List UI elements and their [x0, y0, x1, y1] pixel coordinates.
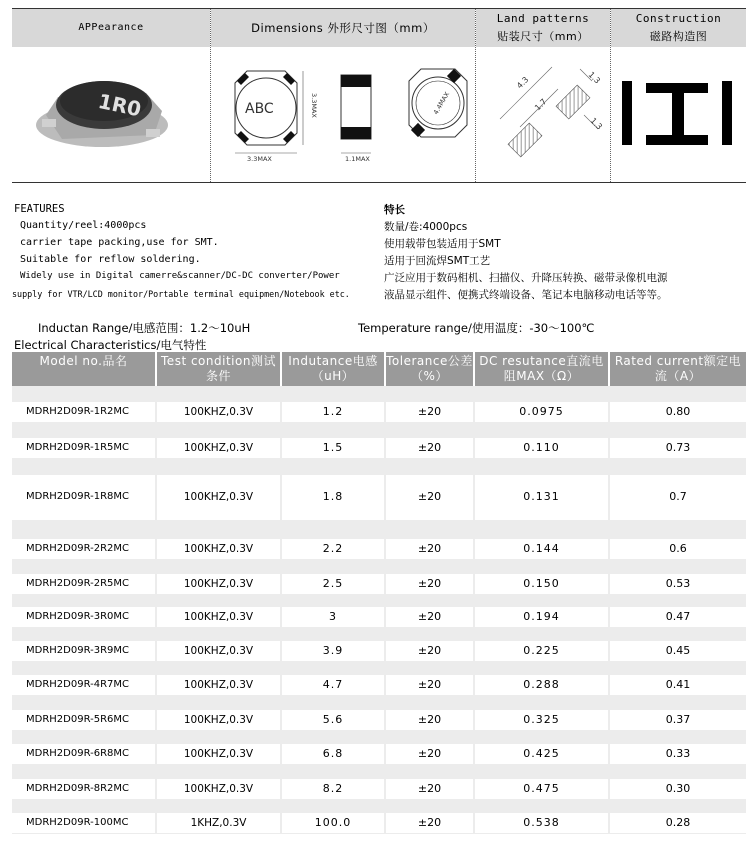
cell-value: 0.73: [665, 441, 691, 454]
table-cell-dcr: [475, 675, 608, 695]
column-divider: [610, 9, 611, 182]
table-cell-dcr: [475, 475, 608, 520]
cell-value: ±20: [417, 405, 442, 418]
header-construction-title: Construction: [635, 12, 722, 25]
table-cell-model: [12, 641, 155, 661]
cell-value: ±20: [417, 577, 442, 590]
inductance-range: Inductan Range/电感范围：1.2～10uH: [38, 321, 251, 335]
table-cell-ind: [282, 710, 384, 730]
table-cell-dcr: [475, 744, 608, 764]
col-header-en: Tolerance: [386, 354, 448, 368]
header-dimensions-cell: [211, 9, 475, 47]
col-header-en: Rated current: [614, 354, 704, 368]
table-cell-tol: [386, 813, 473, 833]
table-cell-tol: [386, 475, 473, 520]
table-cell-tol: [386, 675, 473, 695]
table-cell-tol: [386, 710, 473, 730]
table-cell-dcr: [475, 539, 608, 559]
cell-value: ±20: [417, 441, 442, 454]
col-header-en: Indutance: [288, 354, 353, 368]
table-cell-dcr: [475, 402, 608, 422]
cell-value: 0.225: [523, 644, 560, 657]
table-cell-ind: [282, 641, 384, 661]
table-cell-tol: [386, 607, 473, 627]
table-cell-tol: [386, 641, 473, 661]
cell-value: 0.6: [669, 542, 687, 555]
table-cell-model: [12, 475, 155, 520]
cell-value: 0.144: [523, 542, 560, 555]
table-cell-model: [12, 744, 155, 764]
col-header-cn: 测试条件: [205, 354, 276, 383]
cell-value: ±20: [417, 610, 442, 623]
header-construction-sub: 磁路构造图: [649, 30, 708, 43]
cell-value: 0.131: [523, 490, 560, 503]
cell-value: 2.5: [322, 577, 344, 590]
cell-value: 2.2: [322, 542, 344, 555]
feature-cn-line: 广泛应用于数码相机、扫描仪、升降压转换、磁带录像机电源: [384, 272, 668, 284]
table-cell-cur: [610, 779, 746, 799]
dim-33max-v: 3.3MAX: [310, 93, 318, 118]
cell-value: MDRH2D09R-3R9MC: [26, 645, 130, 656]
cell-value: MDRH2D09R-5R6MC: [26, 714, 130, 725]
table-cell-dcr: [475, 438, 608, 458]
table-cell-ind: [282, 438, 384, 458]
table-cell-model: [12, 710, 155, 730]
cell-value: 4.7: [322, 678, 344, 691]
table-cell-ind: [282, 539, 384, 559]
cell-value: 100KHZ,0.3V: [183, 442, 254, 454]
table-cell-cur: [610, 675, 746, 695]
cell-value: 0.194: [523, 610, 560, 623]
table-cell-cur: [610, 574, 746, 594]
table-cell-cur: [610, 607, 746, 627]
table-cell-model: [12, 779, 155, 799]
table-cell-model: [12, 675, 155, 695]
column-divider: [475, 9, 476, 182]
inductor-photo: [34, 67, 174, 157]
cell-value: 100KHZ,0.3V: [183, 679, 254, 691]
feature-cn-line: 液晶显示组件、便携式终端设备、笔记本电脑移动电话等等。: [384, 289, 668, 301]
part-marking: 1R0: [96, 88, 144, 122]
cell-value: 0.30: [665, 782, 691, 795]
cell-value: 0.325: [523, 713, 560, 726]
table-cell-model: [12, 402, 155, 422]
feature-line: carrier tape packing,use for SMT.: [20, 237, 219, 248]
cell-value: 6.8: [322, 747, 344, 760]
cell-value: 1.5: [322, 441, 344, 454]
col-header-tolerance: [386, 352, 473, 386]
cell-value: 100KHZ,0.3V: [183, 578, 254, 590]
cell-value: 0.150: [523, 577, 560, 590]
cell-value: 1.8: [322, 490, 344, 503]
land-dim-17: 1.7: [533, 97, 549, 113]
dim-44max: 4.4MAX: [431, 90, 452, 116]
header-land-sub: 贴装尺寸（mm）: [497, 30, 589, 43]
construction-drawing: [622, 75, 734, 151]
table-cell-cur: [610, 744, 746, 764]
table-cell-test: [157, 607, 280, 627]
features-title: FEATURES: [14, 203, 65, 215]
cell-value: ±20: [417, 816, 442, 829]
table-cell-ind: [282, 607, 384, 627]
col-header-dcr: [475, 352, 608, 386]
feature-cn-line: 数量/卷:4000pcs: [384, 221, 468, 233]
table-title: Electrical Characteristics/电气特性: [14, 338, 207, 352]
cell-value: MDRH2D09R-6R8MC: [26, 748, 130, 759]
cell-value: 0.28: [665, 816, 691, 829]
header-land-title: Land patterns: [496, 12, 590, 25]
table-cell-test: [157, 641, 280, 661]
table-cell-cur: [610, 402, 746, 422]
header-dimensions: Dimensions 外形尺寸图（mm）: [251, 21, 435, 35]
table-cell-tol: [386, 779, 473, 799]
table-cell-tol: [386, 402, 473, 422]
cell-value: 100KHZ,0.3V: [183, 783, 254, 795]
abc-label: ABC: [245, 101, 274, 117]
table-cell-test: [157, 675, 280, 695]
feature-cn-line: 使用载带包装适用于SMT: [384, 238, 501, 250]
table-cell-test: [157, 402, 280, 422]
cell-value: 5.6: [322, 713, 344, 726]
table-cell-test: [157, 744, 280, 764]
cell-value: 3.9: [322, 644, 344, 657]
dim-11max: 1.1MAX: [345, 155, 370, 163]
cell-value: ±20: [417, 542, 442, 555]
table-cell-cur: [610, 438, 746, 458]
table-cell-test: [157, 574, 280, 594]
cell-value: 100KHZ,0.3V: [183, 611, 254, 623]
cell-value: 0.110: [523, 441, 560, 454]
table-cell-ind: [282, 779, 384, 799]
table-cell-ind: [282, 402, 384, 422]
cell-value: 100.0: [314, 816, 352, 829]
table-cell-dcr: [475, 574, 608, 594]
table-cell-tol: [386, 744, 473, 764]
table-cell-dcr: [475, 710, 608, 730]
col-header-cn: 公差（%）: [411, 354, 473, 383]
table-cell-model: [12, 539, 155, 559]
dimension-drawing: [217, 53, 472, 178]
feature-line: Quantity/reel:4000pcs: [20, 220, 147, 231]
cell-value: 1.2: [322, 405, 344, 418]
col-header-inductance: [282, 352, 384, 386]
table-cell-test: [157, 475, 280, 520]
table-cell-test: [157, 710, 280, 730]
land-dim-43: 4.3: [515, 75, 531, 91]
header-table: [12, 8, 746, 183]
table-cell-test: [157, 779, 280, 799]
column-divider: [210, 9, 211, 182]
land-pattern-drawing: [480, 49, 608, 179]
table-cell-test: [157, 813, 280, 833]
cell-value: 100KHZ,0.3V: [183, 748, 254, 760]
cell-value: ±20: [417, 747, 442, 760]
col-header-current: [610, 352, 746, 386]
col-header-cn: 额定电流（A）: [654, 354, 742, 383]
table-cell-tol: [386, 539, 473, 559]
temperature-range: Temperature range/使用温度：-30～100℃: [358, 321, 595, 335]
table-cell-test: [157, 539, 280, 559]
cell-value: 100KHZ,0.3V: [183, 543, 254, 555]
feature-line: supply for VTR/LCD monitor/Portable terminal equipmen/Notebook etc.: [12, 289, 350, 299]
table-cell-cur: [610, 475, 746, 520]
table-cell-cur: [610, 813, 746, 833]
col-header-model: [12, 352, 155, 386]
table-cell-cur: [610, 710, 746, 730]
dim-33max-h: 3.3MAX: [247, 155, 272, 163]
feature-cn-line: 适用于回流焊SMT工艺: [384, 255, 491, 267]
cell-value: 100KHZ,0.3V: [183, 645, 254, 657]
cell-value: ±20: [417, 678, 442, 691]
cell-value: ±20: [417, 713, 442, 726]
cell-value: 0.53: [665, 577, 691, 590]
cell-value: 1KHZ,0.3V: [190, 817, 247, 829]
cell-value: 0.47: [665, 610, 691, 623]
col-header-cn: 电感（uH）: [311, 354, 378, 383]
cell-value: MDRH2D09R-1R5MC: [26, 442, 130, 453]
col-header-test: [157, 352, 280, 386]
cell-value: 0.538: [523, 816, 560, 829]
table-cell-tol: [386, 574, 473, 594]
table-cell-ind: [282, 813, 384, 833]
cell-value: MDRH2D09R-100MC: [26, 817, 129, 828]
cell-value: 0.7: [669, 490, 687, 503]
cell-value: MDRH2D09R-2R2MC: [26, 543, 130, 554]
cell-value: 0.37: [665, 713, 691, 726]
table-cell-cur: [610, 539, 746, 559]
table-cell-model: [12, 813, 155, 833]
table-cell-model: [12, 438, 155, 458]
col-header-en: Model no.: [39, 354, 103, 368]
cell-value: 3: [329, 610, 337, 623]
cell-value: MDRH2D09R-1R8MC: [26, 491, 130, 502]
col-header-en: Test condition: [161, 354, 251, 368]
table-cell-ind: [282, 574, 384, 594]
cell-value: 100KHZ,0.3V: [183, 406, 254, 418]
table-cell-tol: [386, 438, 473, 458]
land-dim-13-top: 1.3: [586, 70, 602, 86]
cell-value: 0.41: [665, 678, 691, 691]
table-cell-ind: [282, 475, 384, 520]
table-cell-dcr: [475, 813, 608, 833]
cell-value: 100KHZ,0.3V: [183, 491, 254, 503]
col-header-cn: 品名: [102, 354, 128, 368]
table-cell-dcr: [475, 641, 608, 661]
feature-line: Suitable for reflow soldering.: [20, 254, 201, 265]
header-construction-cell: [611, 9, 746, 47]
header-land-cell: [476, 9, 610, 47]
cell-value: MDRH2D09R-2R5MC: [26, 578, 130, 589]
cell-value: 0.475: [523, 782, 560, 795]
cell-value: 0.0975: [519, 405, 564, 418]
cell-value: 0.425: [523, 747, 560, 760]
table-cell-cur: [610, 641, 746, 661]
cell-value: 100KHZ,0.3V: [183, 714, 254, 726]
cell-value: ±20: [417, 644, 442, 657]
cell-value: 0.80: [665, 405, 691, 418]
cell-value: 8.2: [322, 782, 344, 795]
cell-value: MDRH2D09R-3R0MC: [26, 611, 130, 622]
table-cell-model: [12, 574, 155, 594]
table-cell-ind: [282, 675, 384, 695]
cell-value: ±20: [417, 782, 442, 795]
cell-value: MDRH2D09R-4R7MC: [26, 679, 130, 690]
land-dim-13-bottom: 1.3: [588, 116, 604, 132]
table-cell-dcr: [475, 779, 608, 799]
col-header-en: DC resutance: [479, 354, 567, 368]
cell-value: 0.33: [665, 747, 691, 760]
cell-value: ±20: [417, 490, 442, 503]
header-appearance-cell: [12, 9, 210, 47]
feature-line: Widely use in Digital camerre&scanner/DC-DC converter/Power: [20, 271, 340, 281]
col-header-cn: 直流电阻MAX（Ω）: [503, 354, 604, 383]
header-appearance: APPearance: [78, 22, 144, 33]
cell-value: MDRH2D09R-8R2MC: [26, 783, 130, 794]
table-cell-test: [157, 438, 280, 458]
features-cn-title: 特长: [384, 204, 405, 216]
table-cell-model: [12, 607, 155, 627]
cell-value: 0.288: [523, 678, 560, 691]
table-cell-dcr: [475, 607, 608, 627]
cell-value: 0.45: [665, 644, 691, 657]
cell-value: MDRH2D09R-1R2MC: [26, 406, 130, 417]
table-cell-ind: [282, 744, 384, 764]
